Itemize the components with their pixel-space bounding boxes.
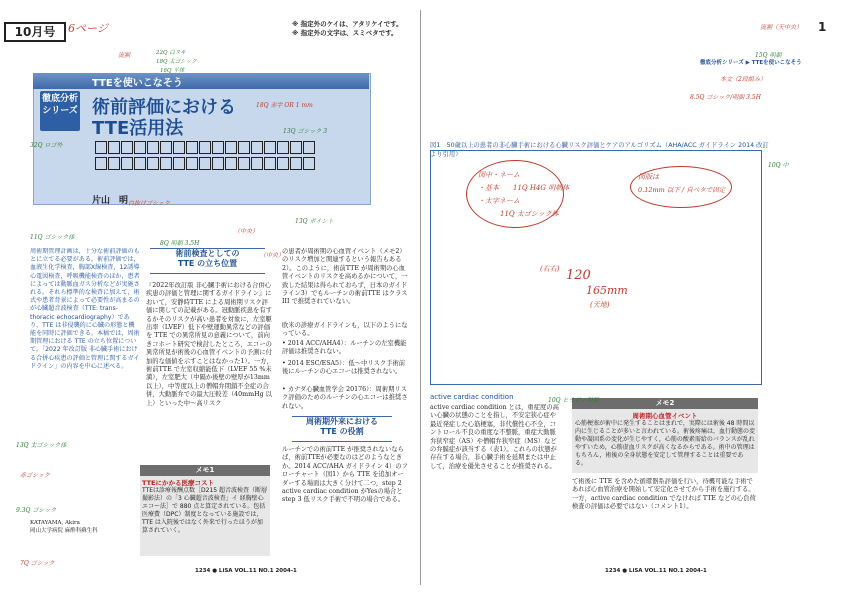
page-note: 6ページ xyxy=(68,22,108,35)
placeholder-box xyxy=(212,141,224,154)
memo1-subtitle: TTEにかかる医療コスト xyxy=(142,479,214,487)
memo2-box xyxy=(572,409,758,473)
annot-a16: （中央） xyxy=(260,252,285,259)
annot-a7: 白抜けゴシック xyxy=(128,200,170,207)
title-line2: TTE活用法 xyxy=(92,118,184,139)
placeholder-box xyxy=(147,157,159,170)
placeholder-box xyxy=(108,141,120,154)
placeholder-box xyxy=(186,141,198,154)
placeholder-box xyxy=(199,157,211,170)
annot-a20: 10Q ヒラギノ明朝 xyxy=(548,397,599,404)
col2-text: 『2022年改訂版 非心臓手術における合併心疾患の評価と管理に関するガイドライン』において，安静時TTE による周術期リスク評価に関しての記載がある。冠動脈疾患を有するかそのリスクが高い患者を対象に，左室駆出率（LVEF）低下や壁運動異常などの評価を TTE での異常所見の意義について，前向きコホート研究で検討したところ，エコーの異常所見が術後の心血管イベントの予測に付加的な価値を示すことはなかった1）。一方，術前TTE で左室収縮能低下（LVEF 55 %未満），左室肥大（中隔か後壁の壁厚が13mm 以上），中等度以上の僧帽弁閉鎖不全症の合併，大動脈弁での最大圧較差（40mmHg 以上）といった中〜高リスク xyxy=(146,282,273,407)
annot-a13: 13Q 太ゴシック体 xyxy=(16,442,67,449)
annot-a9: （中央） xyxy=(234,228,259,235)
bullet1: • 2014 ACC/AHA4）：ルーチンの左室機能評価は推奨されない。 xyxy=(282,340,407,356)
fig-note-2: ・太字ネーム xyxy=(478,197,520,205)
placeholder-box xyxy=(147,141,159,154)
bullet2: • 2014 ESC/ESA5）：低〜中リスク手術前後にルーチンの心エコーは推奨されない。 xyxy=(282,360,406,376)
right-footer: 1234 ● LiSA VOL.11 NO.1 2004-1 xyxy=(605,568,707,574)
placeholder-box xyxy=(108,157,120,170)
memo1-body: TTEは診療報酬点数［D215 超音波検査（断層撮影法）の「3 心臓超音波検査」イ 経胸壁心エコー法］で 880 点と算定されている。包括医療費（DPC）制度となっている施設では，TTE は入院後ではなく外来で行ったほうが加算されていく。 xyxy=(142,487,267,534)
affiliation: 岡山大学病院 麻酔科蘇生科 xyxy=(30,528,98,534)
annot-a6: 13Q ゴシック 3 xyxy=(283,128,328,135)
placeholder-box xyxy=(121,157,133,170)
placeholder-box xyxy=(121,141,133,154)
fig-note-7: 120 xyxy=(566,268,591,283)
title-line1: 術前評価における xyxy=(92,97,236,118)
placeholder-box xyxy=(238,141,250,154)
annot-a18: 8.5Q ゴシック/明朝 3.5H xyxy=(690,94,761,101)
placeholder-box xyxy=(186,157,198,170)
month-label: 10月号 xyxy=(4,22,66,42)
fig-note-9: (天地) xyxy=(590,301,610,309)
placeholder-box xyxy=(277,141,289,154)
placeholder-box xyxy=(264,157,276,170)
fig-note-3: 11Q 太ゴシック体 xyxy=(500,210,559,218)
annot-a2: 22Q 白ヌキ xyxy=(156,50,186,56)
annot-a1: 流割 xyxy=(118,52,131,59)
right-page-number: 1 xyxy=(818,20,827,34)
heading1-line2: TTE の立ち位置 xyxy=(177,259,238,268)
fig-note-0: 図中・ネーム xyxy=(478,171,520,179)
placeholder-box xyxy=(238,157,250,170)
right-body-text2: て術後に TTE を含めた循環器系評価を行い，待機可能な手術であれば心血管治療を開始して安定化させてから手術を施行する。一方，active cardiac condition でなければ TTE などの心負荷検査の評価は必要ではない（コメント1）。 xyxy=(572,478,756,511)
bullet3: • カナダ心臓血管学会 20176）：周術期リスク評価のためのルーチンの心エコーは推奨されない。 xyxy=(282,386,408,410)
memo2-subtitle: 周術期心血管イベント xyxy=(632,412,698,420)
page-divider xyxy=(420,10,421,585)
annot-a11: 8Q 明朝 3.5H xyxy=(160,240,200,247)
annot-a3: 18Q 太ゴシック xyxy=(156,59,197,65)
annot-a12: 7Q ゴシック xyxy=(20,560,55,567)
placeholder-box xyxy=(134,141,146,154)
annot-a17: 本文（2段組み） xyxy=(720,76,766,83)
placeholder-box xyxy=(173,141,185,154)
running-head: 徹底分析シリーズ ▶ TTEを使いこなそう xyxy=(700,60,802,66)
annot-a10: 11Q ゴシック体 xyxy=(30,234,75,241)
annot-a19: 15Q 明朝 xyxy=(755,52,782,59)
banner-top-bar xyxy=(33,73,369,89)
heading2-line1: 周術期外来における xyxy=(306,417,378,426)
memo1-box xyxy=(140,476,270,556)
lead-paragraph: 周術期管理計画は，十分な術前評価のもとに立てる必要がある。術前評価では，血液生化学検査，胸部X線検査，12誘導心電図検査，呼吸機能検査のほか，患者によっては動脈血ガス分析などが実施される。それら標準的な検査に加えて，術式や患者背景によって必要性が高まるのが心臓超音波検査（TTE: trans-thoracic echocardiography）であり，TTE は非侵襲的に心臓の形態と機能を同時に評価できる。本稿では，周術期管理における TTE の立ち位置について，「2022 年改訂版 非心臓手術における合併心疾患の評価と管理に関するガイドライン」の内容を中心に述べる。 xyxy=(30,248,140,370)
placeholder-box xyxy=(160,141,172,154)
heading2-box xyxy=(292,416,392,442)
author-en: KATAYAMA, Akira xyxy=(30,520,80,526)
placeholder-box xyxy=(303,141,315,154)
memo1-title: メモ1 xyxy=(140,465,270,476)
col3-text: の患者が周術期の心血管イベント（メモ2）のリスク増加と関連するという報告もある2）。このように，術前TTE が周術期の心血管イベントのリスクを高めるかについて，一致した結果は得られておらず，日本のガイドライン3）でもルーチンの術前TTE はクラス III で推奨されていない。 xyxy=(282,248,408,306)
placeholder-box xyxy=(199,141,211,154)
active-cardiac-label: active cardiac condition xyxy=(430,393,514,401)
heading1-box xyxy=(150,248,265,274)
placeholder-box xyxy=(173,157,185,170)
series-label: 徹底分析シリーズ xyxy=(40,91,80,131)
placeholder-box xyxy=(212,157,224,170)
placeholder-box xyxy=(95,157,107,170)
banner-kicker: TTEを使いこなそう xyxy=(92,78,183,89)
figure-caption: 図1 50歳以上の患者の非心臓手術における心臓リスク評価とケアのアルゴリズム（AHA/ACC ガイドライン 2014 改訂より引用） xyxy=(430,142,769,158)
annot-a4: 16Q 平体 xyxy=(160,68,185,74)
notice-line2: ※ 指定外の文字は、スミベタです。 xyxy=(292,29,398,37)
col3-text3: ルーチンでの術前TTE が推奨されないならば，術前TTEが必要なのはどのようなときか。2014 ACC/AHA ガイドライン 4）のフローチャート（図1）から TTE を追加オーダーする場面は大きく分けて二つ，step 2 active cardiac condition がYesの場合と step 3 低リスク手術で不明の場合である。 xyxy=(282,446,408,504)
placeholder-box xyxy=(225,141,237,154)
placeholder-box xyxy=(290,141,302,154)
right-body-text: active cardiac condition とは，重症度の高い心臓の状態のことを指し，不安定狭心症や最近発症した心筋梗塞，非代償性心不全，コントロール不良の重度な不整脈，重症大動脈弁狭窄症（AS）や僧帽弁狭窄症（MS）などの弁膜症が該当する（表1）。これらの状態が存在する場合，非心臓手術を延期または中止して，治療を優先させることが推奨される。 xyxy=(430,404,559,470)
fig-note-6: (右右) xyxy=(540,265,560,273)
placeholder-boxes xyxy=(95,140,345,172)
placeholder-box xyxy=(290,157,302,170)
notice-line1: ※ 指定外のケイは、アタリケイです。 xyxy=(292,20,403,28)
placeholder-box xyxy=(225,157,237,170)
left-footer: 1234 ● LiSA VOL.11 NO.1 2004-1 xyxy=(195,568,297,574)
placeholder-box xyxy=(251,157,263,170)
author-name: 片山 明 xyxy=(92,196,129,206)
heading2-line2: TTE の役割 xyxy=(320,427,364,436)
annot-a15: 9.3Q ゴシック xyxy=(16,507,57,514)
annot-a14: 赤ゴシック xyxy=(20,472,50,479)
right-page-note: 流割（天中央） xyxy=(760,24,803,31)
placeholder-box xyxy=(264,141,276,154)
col3-text2: 欧米の診療ガイドラインも，以下のようになっている。 xyxy=(282,322,408,338)
heading1-line1: 術前検査としての xyxy=(175,249,240,258)
placeholder-box xyxy=(134,157,146,170)
fig-note-5: 0.12mm 以下 / 自ペタで固定 xyxy=(638,186,726,194)
placeholder-box xyxy=(277,157,289,170)
placeholder-box xyxy=(160,157,172,170)
annot-a21: 10Q 中 xyxy=(768,162,789,169)
fig-note-1: ・基本 11Q H4G 明朝体 xyxy=(478,184,570,192)
memo2-body: 心筋梗塞が術中に発生することはまれで，実際には術後 48 時間以内に生じることが多いと言われている。術後疼痛は，血行動態の変動や凝固系の変化が生じやすく，心筋の酸素需給のバランスが乱れやすいため，心筋虚血リスクが高くなるからである。術中の管理はもちろん，術後の全身状態を安定して管理することは重要である。 xyxy=(575,420,756,467)
placeholder-box xyxy=(251,141,263,154)
annot-a5: 18Q 赤字 OR 1 mm xyxy=(256,102,313,109)
annot-a8: 13Q ポイント xyxy=(295,218,334,225)
fig-note-8: 165mm xyxy=(586,284,628,297)
banner-left-note: 32Q ロゴ外 xyxy=(30,142,63,149)
placeholder-box xyxy=(303,157,315,170)
fig-note-4: 図版は xyxy=(638,173,659,181)
placeholder-box xyxy=(95,141,107,154)
memo2-title: メモ2 xyxy=(572,398,758,409)
